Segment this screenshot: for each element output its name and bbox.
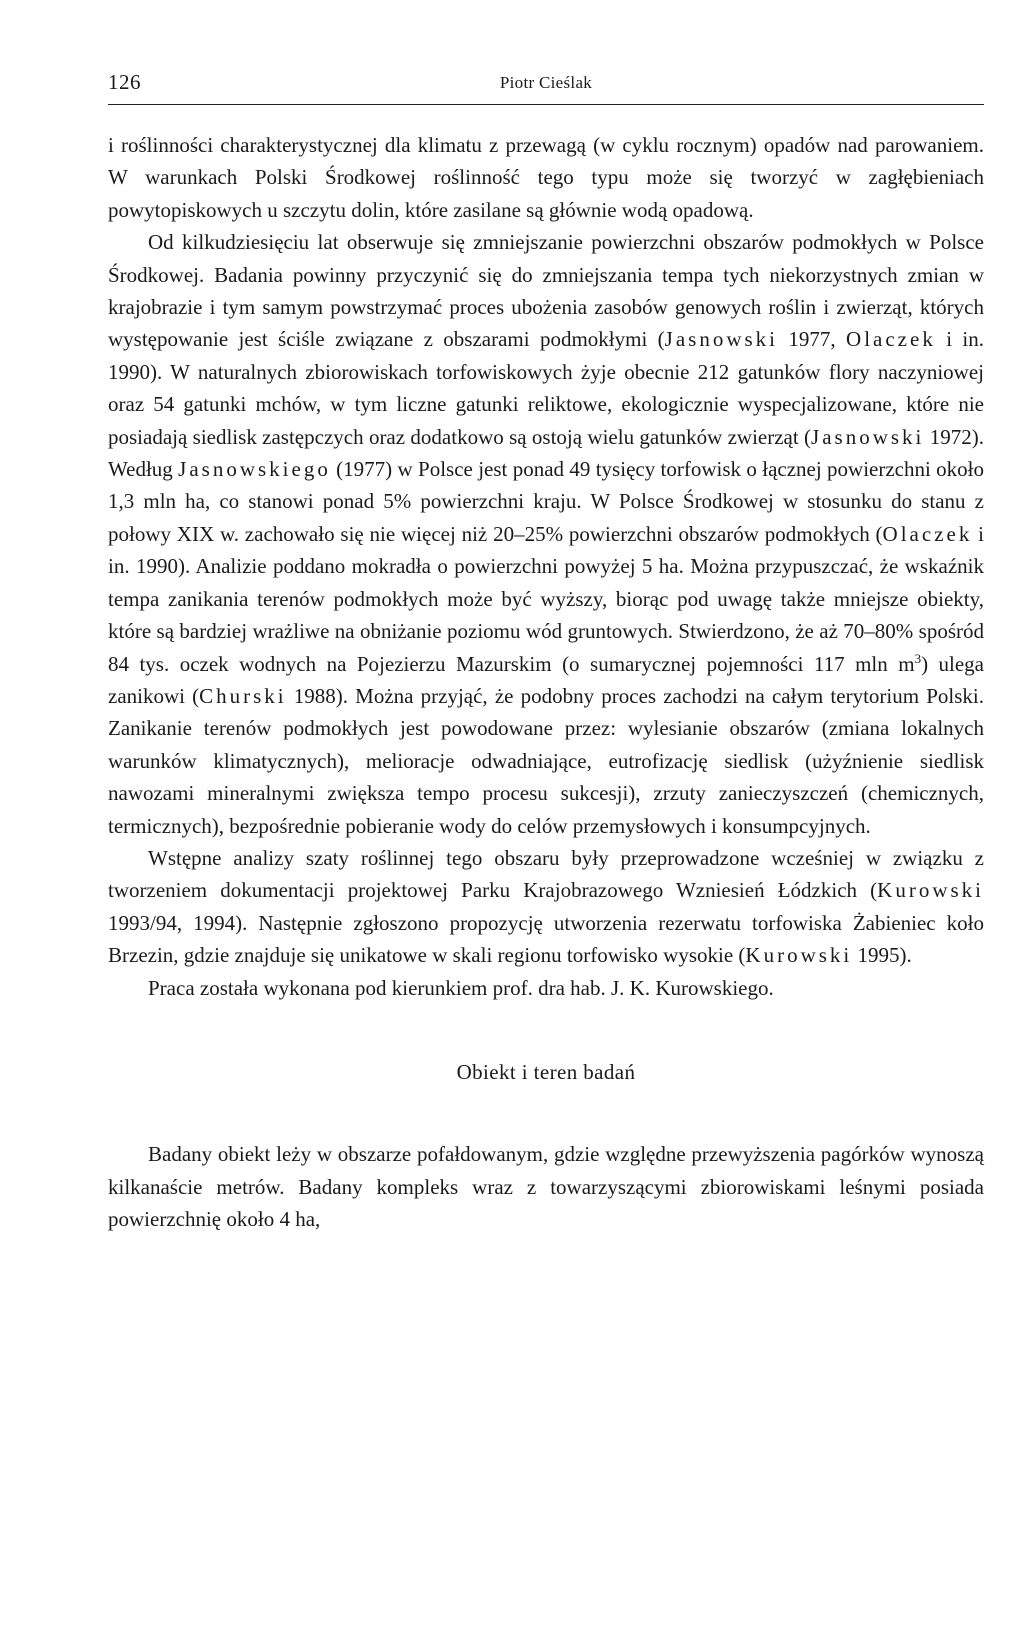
- cited-author: Kurowski: [745, 943, 853, 968]
- cited-author: Kurowski: [877, 878, 984, 903]
- text-run: 1988). Można przyjąć, że podobny proces zachodzi na całym terytorium Polski. Zanikanie terenów podmokłych jest powodowane przez: wylesianie obszarów (zmiana lokalnych warunków klimatycznych), melioracje odwadniające, eutrofizację siedlisk (użyźnienie siedlisk nawozami mineralnymi zwiększa tempo procesu sukcesji), zrzuty zanieczyszczeń (chemicznych, termicznych), bezpośrednie pobieranie wody do celów przemysłowych i konsumpcyjnych.: [108, 683, 984, 838]
- text-run: 1977,: [778, 327, 847, 352]
- cited-author: Jasnowski: [664, 327, 779, 352]
- cited-author: Jasnowski: [811, 424, 925, 449]
- paragraph-acknowledgement: Praca została wykonana pod kierunkiem prof. dra hab. J. K. Kurowskiego.: [148, 975, 774, 1000]
- superscript: 3: [914, 650, 922, 666]
- paragraph-continuation: i roślinności charakterystycznej dla klimatu z przewagą (w cyklu rocznym) opadów nad parowaniem. W warunkach Polski Środkowej roślinność tego typu może się tworzyć w zagłębieniach powytopiskowych u szczytu dolin, które zasilane są głównie wodą opadową.: [108, 133, 984, 222]
- cited-author: Olaczek: [882, 521, 973, 546]
- page-number: 126: [108, 70, 141, 94]
- text-run: ) ulega zanikowi (: [108, 651, 984, 708]
- text-run: 1993/94, 1994). Następnie zgłoszono propozycję utworzenia rezerwatu torfowiska Żabieniec koło Brzezin, gdzie znajduje się unikatowe w skali regionu torfowisko wysokie (: [108, 910, 984, 968]
- page: [108, 70, 984, 1236]
- text-run: i in. 1990). W naturalnych zbiorowiskach torfowiskowych żyje obecnie 212 gatunków flory naczyniowej oraz 54 gatunki mchów, w tym liczne gatunki reliktowe, ekologicznie wyspecjalizowane, które nie posiadają siedlisk zastępczych oraz dodatkowo są ostoją wielu gatunków zwierząt (: [108, 327, 985, 449]
- text-run: Od kilkudziesięciu lat obserwuje się zmniejszanie powierzchni obszarów podmokłych w Polsce Środkowej. Badania powinny przyczynić się do zmniejszania tempa tych niekorzystnych zmian w krajobrazie i tym samym powstrzymać proces ubożenia zasobów genowych roślin i zwierząt, których występowanie jest ściśle związane z obszarami podmokłymi (: [108, 230, 984, 352]
- paragraph-wetlands-decline: [108, 226, 984, 842]
- cited-author: Olaczek: [846, 327, 936, 352]
- text-run: Wstępne analizy szaty roślinnej tego obszaru były przeprowadzone wcześniej w związku z tworzeniem dokumentacji projektowej Parku Krajobrazowego Wzniesień Łódzkich (: [108, 845, 984, 903]
- paragraph-study-area: Badany obiekt leży w obszarze pofałdowanym, gdzie względne przewyższenia pagórków wynoszą kilkanaście metrów. Badany kompleks wraz z towarzyszącymi zbiorowiskami leśnymi posiada powierzchnię około 4 ha,: [108, 1142, 984, 1232]
- running-author: Piotr Cieślak: [499, 73, 593, 92]
- section-heading: Obiekt i teren badań: [456, 1059, 636, 1084]
- text-run: 1995).: [852, 943, 912, 968]
- text-run: i in. 1990). Analizie poddano mokradła o powierzchni powyżej 5 ha. Można przypuszczać, że wskaźnik tempa zanikania terenów podmokłych może być wyższy, biorąc pod uwagę także mniejsze obiekty, które są bardziej wrażliwe na obniżanie poziomu wód gruntowych. Stwierdzono, że aż 70–80% spośród 84 tys. oczek wodnych na Pojezierzu Mazurskim (o sumarycznej pojemności 117 mln m: [108, 521, 984, 676]
- paragraph-prior-analyses: [108, 842, 984, 972]
- text-run: 1972). Według: [108, 424, 984, 482]
- running-header: [108, 70, 984, 105]
- cited-author: Jasnowskiego: [178, 457, 331, 482]
- body-text: [108, 129, 984, 1236]
- cited-author: Churski: [199, 683, 287, 708]
- text-run: (1977) w Polsce jest ponad 49 tysięcy torfowisk o łącznej powierzchni około 1,3 mln ha, co stanowi ponad 5% powierzchni kraju. W Polsce Środkowej w stosunku do stanu z połowy XIX w. zachowało się nie więcej niż 20–25% powierzchni obszarów podmokłych (: [108, 457, 985, 546]
